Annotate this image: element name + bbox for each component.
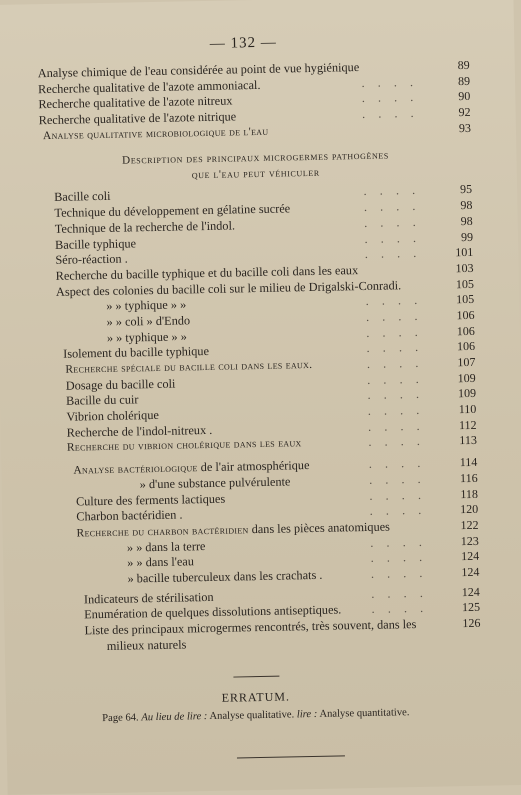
toc-entry-page: 105	[455, 276, 475, 291]
toc-block-microbes	[40, 182, 477, 457]
toc-entry-page: 126	[462, 615, 481, 631]
toc-entry-text: Technique de la recherche de l'indol.	[54, 218, 236, 236]
leader-dots: . . . .	[370, 534, 427, 550]
page-number: — 132 —	[209, 34, 277, 52]
erratum-au-lieu: Au lieu de lire :	[141, 711, 208, 724]
erratum-lire: lire :	[296, 708, 318, 721]
leader-dots: . . . .	[366, 355, 424, 371]
toc-entry-text: Recherche du bacille typhique et du bacille coli dans les eaux	[55, 262, 359, 283]
toc-entry-text: » » dans la terre	[126, 538, 206, 555]
leader-dots: . . . .	[361, 90, 419, 106]
leader-dots: . . . .	[368, 455, 426, 472]
leader-dots: . . . .	[363, 199, 421, 215]
toc-entry-text: Aspect des colonies du bacille coli sur le milieu de Drigalski-Conradi.	[55, 277, 402, 299]
toc-entry-rest: dans les pièces anatomiques	[248, 519, 391, 537]
toc-entry-text: Recherche qualitative de l'azote nitrique	[38, 109, 237, 128]
leader-dots: . . . .	[367, 402, 425, 418]
toc-entry-page: 110	[458, 401, 477, 417]
toc-entry-text: Bacille du cuir	[65, 392, 139, 409]
toc-block-sterilisation	[48, 584, 481, 655]
toc-entry-page: 122	[460, 517, 479, 533]
leader-dots: . . . .	[366, 324, 423, 340]
toc-entry-page: 90	[458, 89, 471, 104]
toc-entry-page: 112	[458, 417, 477, 432]
toc-entry-lead: Recherche du charbon bactéridien	[76, 524, 249, 540]
leader-dots: . . . .	[363, 183, 421, 199]
toc-entry-page: 116	[459, 470, 478, 485]
toc-entry-text: Recherche qualitative de l'azote ammoniacal.	[37, 77, 261, 96]
toc-entry-page: 98	[460, 198, 473, 213]
leader-dots: . . . .	[371, 585, 428, 601]
erratum-page-ref: Page 64.	[102, 712, 139, 725]
leader-dots: . . . .	[361, 74, 419, 90]
toc-entry-text: Indicateurs de stérilisation	[83, 589, 214, 607]
toc-entry-page: 125	[461, 600, 481, 615]
toc-entry-text: » » typhique » »	[106, 329, 187, 345]
leader-dots: . . . .	[368, 434, 426, 450]
toc-entry-page: 98	[460, 213, 473, 228]
toc-entry-text: Bacille coli	[54, 189, 111, 205]
leader-dots: . . . .	[366, 340, 424, 356]
toc-entry-text: Vibrion cholérique	[66, 408, 159, 424]
toc-entry-page: 107	[457, 354, 476, 370]
toc-entry-text: Isolement du bacille typhique	[63, 344, 210, 362]
toc-entry-page: 124	[461, 584, 480, 599]
toc-entry-page: 99	[460, 229, 474, 244]
leader-dots: . . . .	[368, 471, 426, 487]
toc-entry-lead: Analyse bactériologique	[73, 462, 198, 477]
erratum-right: Analyse quantitative.	[319, 707, 410, 720]
toc-entry-text: » bacille tuberculeux dans les crachats .	[127, 567, 323, 586]
toc-entry-page: 109	[457, 370, 476, 385]
table-of-contents	[38, 58, 481, 656]
toc-entry-page: 106	[456, 339, 476, 354]
toc-entry-page: 106	[456, 323, 475, 338]
toc-entry-text: Analyse qualitative microbiologique de l'eau	[42, 125, 269, 142]
toc-entry-text: Recherche du vibrion cholérique dans les eaux	[66, 437, 302, 455]
toc-entry-rest: de l'air atmosphérique	[197, 458, 310, 475]
toc-entry-text: Charbon bactéridien .	[76, 507, 183, 524]
toc-entry-text: Liste des principaux microgermes rencontrés, très souvent, dans les	[84, 617, 417, 638]
toc-entry-text: » » coli » d'Endo	[106, 313, 191, 329]
toc-entry-text: Culture des ferments lactiques	[75, 491, 226, 509]
toc-entry-page: 89	[457, 57, 470, 73]
toc-entry-text: milieux naturels	[106, 637, 187, 653]
leader-dots: . . . .	[365, 308, 423, 324]
toc-entry-page: 93	[458, 120, 472, 135]
section-subheading-line: Description des principaux microgermes pathogènes	[121, 149, 389, 168]
toc-entry-text: Dosage du bacille coli	[65, 376, 176, 393]
divider-rule	[233, 676, 279, 678]
divider-rule	[237, 755, 345, 758]
leader-dots: . . . .	[367, 371, 424, 387]
leader-dots: . . . .	[369, 487, 427, 503]
toc-entry-page: 118	[460, 486, 479, 501]
toc-entry-text: Bacille typhique	[54, 235, 137, 252]
erratum-line	[102, 706, 462, 724]
toc-entry-page: 92	[458, 104, 471, 120]
section-subheading-line: que l'eau peut véhiculer	[191, 167, 320, 182]
toc-entry-text: Recherche de l'indol-nitreux .	[66, 422, 213, 440]
toc-entry-page: 124	[461, 549, 480, 564]
toc-entry-page: 101	[455, 245, 474, 260]
toc-entry-text: Recherche spéciale du bacille coli dans les eaux.	[65, 358, 313, 376]
leader-dots: . . . .	[369, 503, 427, 519]
toc-entry-page: 123	[460, 533, 479, 548]
leader-dots: . . . .	[361, 105, 419, 122]
toc-entry-text: » d'une substance pulvérulente	[139, 474, 291, 492]
toc-entry-text: Technique du développement en gélatine sucrée	[54, 201, 291, 221]
toc-entry-page: 109	[457, 386, 477, 401]
leader-dots: . . . .	[367, 418, 425, 434]
leader-dots: . . . .	[367, 387, 425, 403]
leader-dots: . . . .	[364, 246, 422, 262]
leader-dots: . . . .	[371, 601, 429, 617]
toc-entry-text: » » typhique » »	[106, 297, 187, 314]
leader-dots: . . . .	[365, 293, 423, 309]
toc-entry-page: 114	[459, 454, 478, 470]
leader-dots: . . . .	[370, 550, 428, 566]
toc-entry-page: 103	[455, 260, 474, 276]
toc-block-air-anthrax	[45, 455, 479, 589]
leader-dots: . . . .	[364, 214, 421, 230]
toc-entry-page: 105	[456, 292, 475, 307]
leader-dots: . . . .	[364, 230, 422, 246]
toc-block-water-chemistry	[38, 58, 471, 129]
toc-entry-text: Recherche qualitative de l'azote nitreux	[38, 93, 233, 112]
erratum-wrong: Analyse qualitative.	[209, 709, 295, 723]
leader-dots: . . . .	[370, 565, 428, 581]
toc-entry-page: 89	[457, 73, 471, 88]
toc-entry-text: Analyse chimique de l'eau considérée au point de vue hygiénique	[37, 60, 360, 81]
toc-entry-page: 106	[456, 307, 475, 323]
erratum-title: ERRATUM.	[221, 689, 291, 705]
toc-entry-page: 124	[461, 564, 480, 580]
toc-entry-page: 120	[460, 502, 479, 517]
toc-entry-text: Séro-réaction .	[55, 251, 128, 268]
toc-entry-page: 113	[459, 433, 478, 448]
toc-entry-text: » » dans l'eau	[127, 554, 195, 570]
toc-entry-page: 95	[459, 182, 473, 197]
toc-entry-text: Enumération de quelques dissolutions antiseptiques.	[84, 602, 342, 622]
